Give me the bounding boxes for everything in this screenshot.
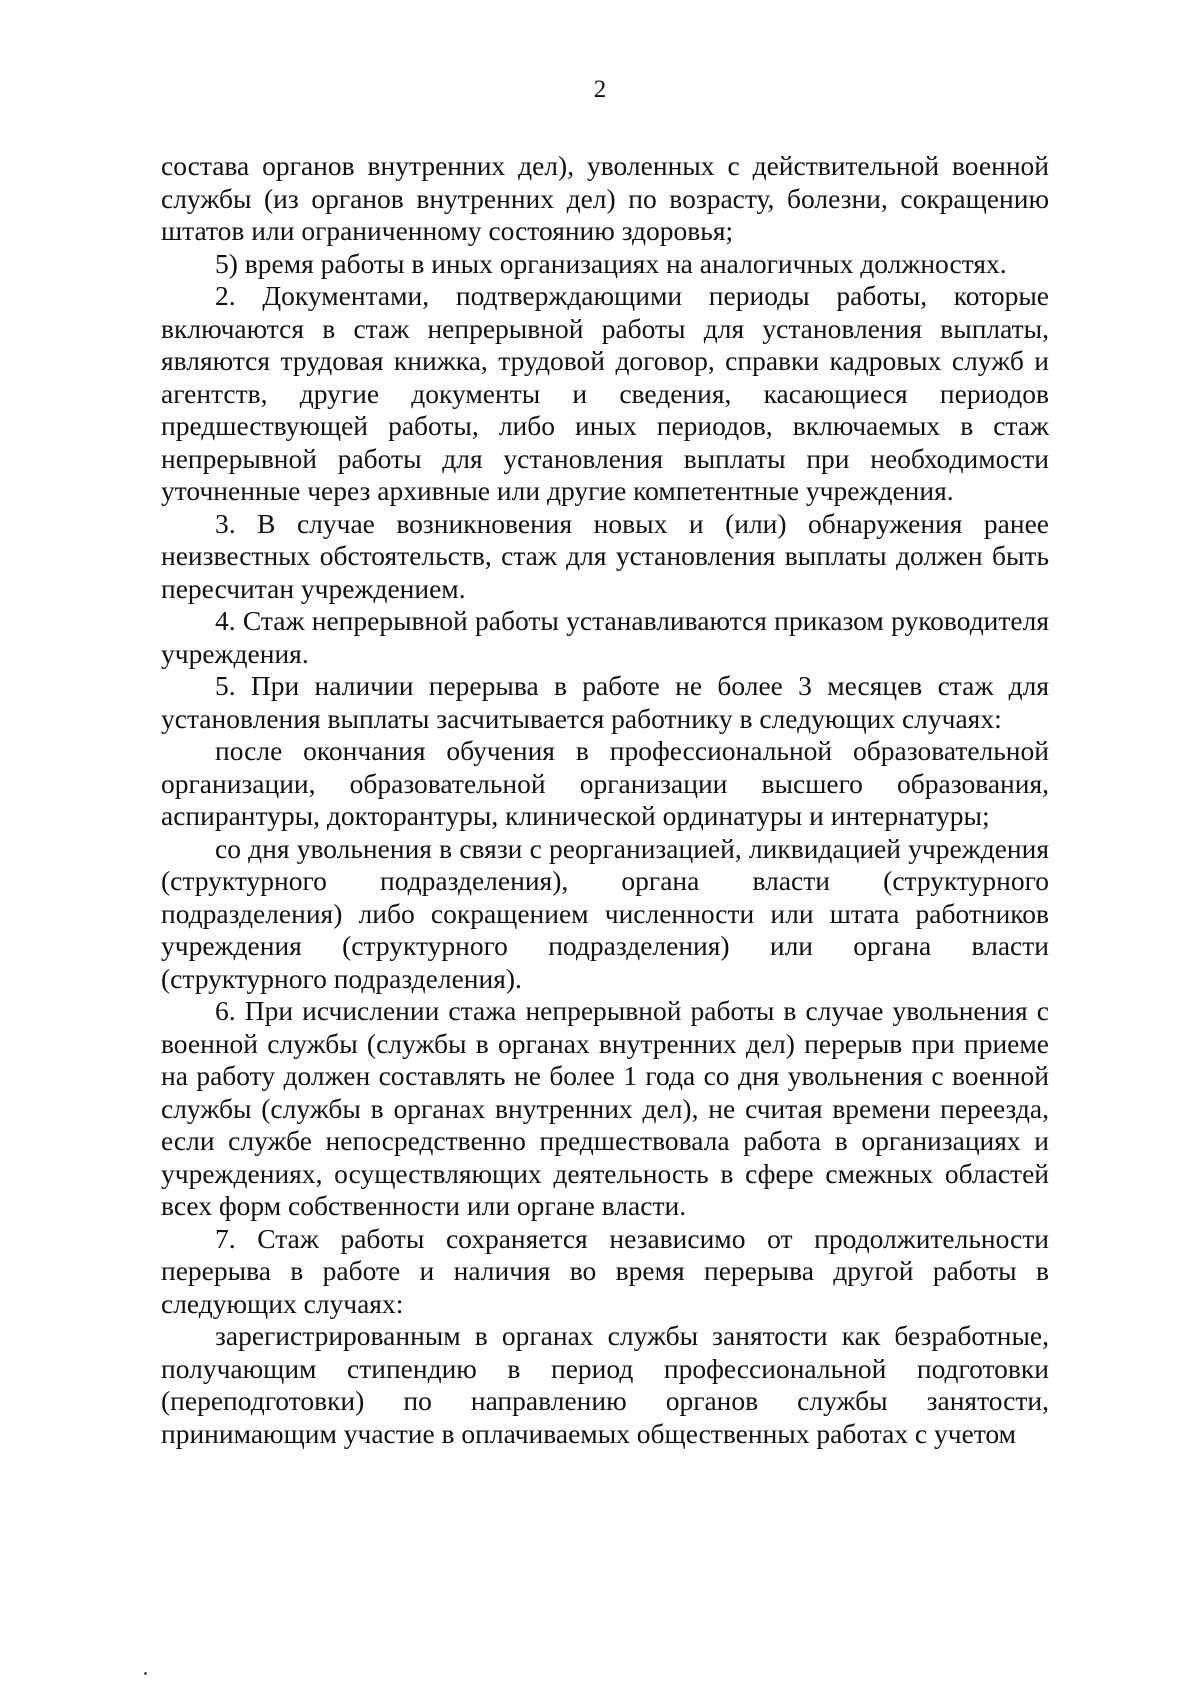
page-number: 2: [593, 76, 607, 103]
document-body: [161, 150, 1049, 1450]
paragraph-item-5: 5) время работы в иных организациях на аналогичных должностях.: [215, 247, 1007, 279]
paragraph-7-case-unemployed: зарегистрированным в органах службы занятости как безработные, получающим стипендию в период профессиональной подготовки (переподготовки) по направлению органов службы занятости, принимающим участие в оплачиваемых общественных работах с учетом: [161, 1320, 1049, 1449]
paragraph-continuation: состава органов внутренних дел), уволенных с действительной военной службы (из органов внутренних дел) по возрасту, болезни, сокращению штатов или ограниченному состоянию здоровья;: [161, 150, 1049, 246]
paragraph-5: 5. При наличии перерыва в работе не более 3 месяцев стаж для установления выплаты засчитывается работнику в следующих случаях:: [161, 670, 1049, 734]
paragraph-7: 7. Стаж работы сохраняется независимо от продолжительности перерыва в работе и наличия во время перерыва другой работы в следующих случаях:: [161, 1222, 1049, 1319]
paragraph-6: 6. При исчислении стажа непрерывной работы в случае увольнения с военной службы (службы в органах внутренних дел) перерыв при приеме на работу должен составлять не более 1 года со дня увольнения с военной службы (службы в органах внутренних дел), не считая времени переезда, если службе непосредственно предшествовала работа в организациях и учреждениях, осуществляющих деятельность в сфере смежных областей всех форм собственности или органе власти.: [161, 995, 1049, 1221]
scan-speck: [144, 1672, 147, 1675]
paragraph-2: 2. Документами, подтверждающими периоды работы, которые включаются в стаж непрерывной работы для установления выплаты, являются трудовая книжка, трудовой договор, справки кадровых служб и агентств, другие документы и сведения, касающиеся периодов предшествующей работы, либо иных периодов, включаемых в стаж непрерывной работы для установления выплаты при необходимости уточненные через архивные или другие компетентные учреждения.: [161, 280, 1049, 506]
paragraph-3: 3. В случае возникновения новых и (или) обнаружения ранее неизвестных обстоятельств, стаж для установления выплаты должен быть пересчитан учреждением.: [161, 507, 1049, 604]
paragraph-5-case-dismissal: со дня увольнения в связи с реорганизацией, ликвидацией учреждения (структурного подразделения), органа власти (структурного подразделения) либо сокращением численности или штата работников учреждения (структурного подразделения) или органа власти (структурного подразделения).: [161, 832, 1049, 994]
paragraph-4: 4. Стаж непрерывной работы устанавливаются приказом руководителя учреждения.: [161, 605, 1049, 669]
paragraph-5-case-education: после окончания обучения в профессиональной образовательной организации, образовательной организации высшего образования, аспирантуры, докторантуры, клинической ординатуры и интернатуры;: [161, 735, 1049, 831]
